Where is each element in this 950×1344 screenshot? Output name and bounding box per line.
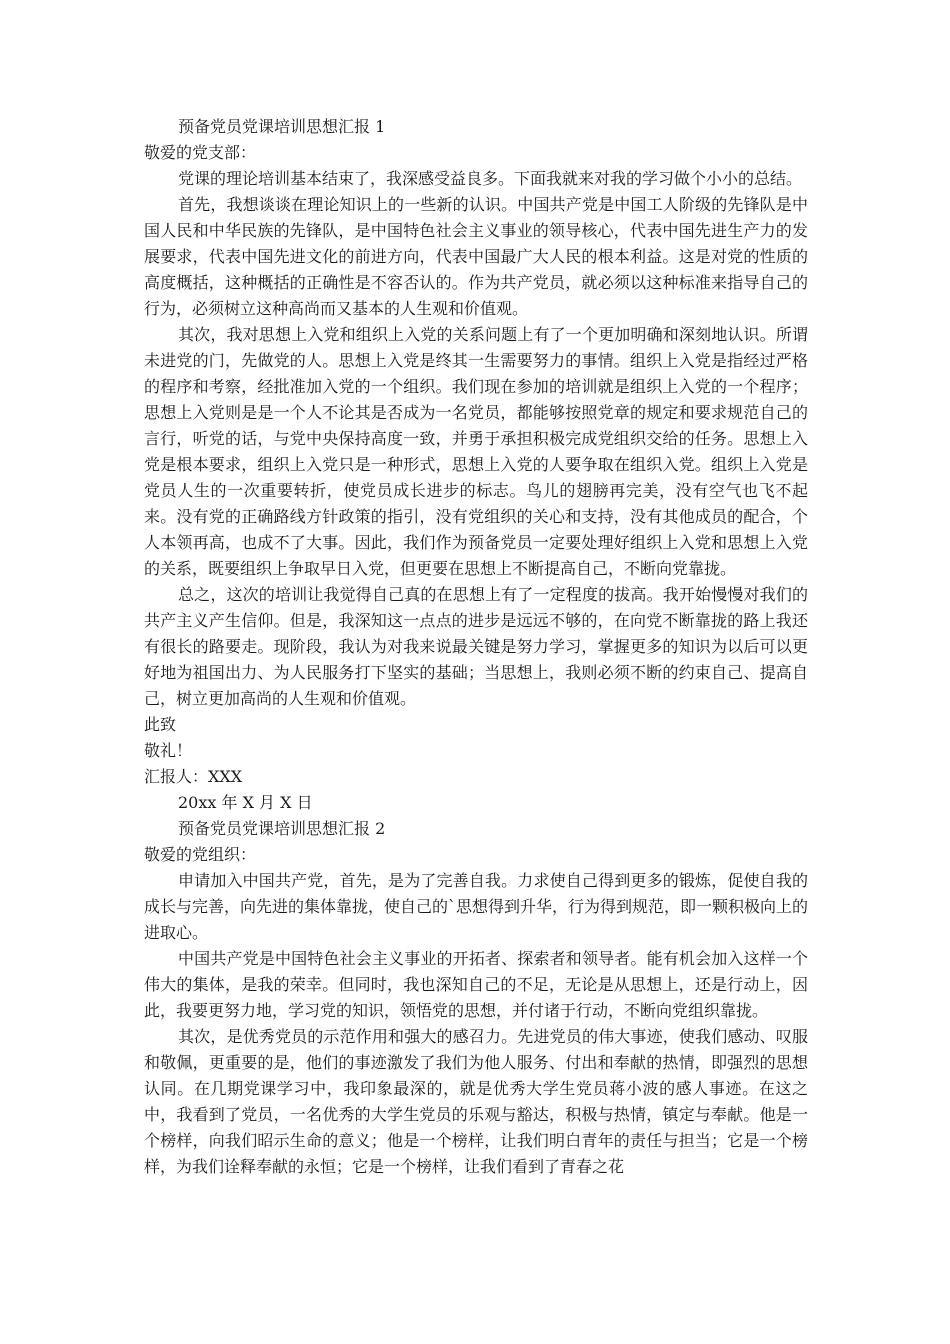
report2-salutation: 敬爱的党组织： bbox=[144, 845, 257, 864]
report1-closing: 此致 bbox=[144, 715, 177, 734]
report1-date: 20xx 年 X 月 X 日 bbox=[178, 793, 313, 812]
report1-title: 预备党员党课培训思想汇报 1 bbox=[178, 117, 386, 136]
report1-paragraph-1: 党课的理论培训基本结束了，我深感受益良多。下面我就来对我的学习做个小小的总结。 bbox=[178, 169, 803, 188]
report1-reporter: 汇报人：XXX bbox=[144, 767, 243, 786]
report2-paragraph-1: 申请加入中国共产党，首先，是为了完善自我。力求使自己得到更多的锻炼，促使自我的成长与完善，向先进的集体靠拢，使自己的`思想得到升华，行为得到规范，即一颗积极向上的进取心。 bbox=[144, 871, 809, 942]
report1-paragraph-3: 其次，我对思想上入党和组织上入党的关系问题上有了一个更加明确和深刻地认识。所谓未进党的门，先做党的人。思想上入党是终其一生需要努力的事情。组织上入党是指经过严格的程序和考察，经批准加入党的一个组织。我们现在参加的培训就是组织上入党的一个程序；思想上入党则是是一个人不论其是否成为一名党员，都能够按照党章的规定和要求规范自己的言行，听党的话，与党中央保持高度一致，并勇于承担积极完成党组织交给的任务。思想上入党是根本要求，组织上入党只是一种形式，思想上入党的人要争取在组织入党。组织上入党是党员人生的一次重要转折，使党员成长进步的标志。鸟儿的翅膀再完美，没有空气也飞不起来。没有党的正确路线方针政策的指引，没有党组织的关心和支持，没有其他成员的配合，个人本领再高，也成不了大事。因此，我们作为预备党员一定要处理好组织上入党和思想上入党的关系，既要组织上争取早日入党，但更要在思想上不断提高自己，不断向党靠拢。 bbox=[144, 325, 808, 578]
report2-title: 预备党员党课培训思想汇报 2 bbox=[178, 819, 386, 838]
report2-paragraph-3: 其次，是优秀党员的示范作用和强大的感召力。先进党员的伟大事迹，使我们感动、叹服和敬佩，更重要的是，他们的事迹激发了我们为他人服务、付出和奉献的热情，即强烈的思想认同。在几期党课学习中，我印象最深的，就是优秀大学生党员蒋小波的感人事迹。在这之中，我看到了党员，一名优秀的大学生党员的乐观与豁达，积极与热情，镇定与奉献。他是一个榜样，向我们昭示生命的意义；他是一个榜样，让我们明白青年的责任与担当；它是一个榜样，为我们诠释奉献的永恒；它是一个榜样，让我们看到了青春之花 bbox=[144, 1027, 808, 1176]
document-page bbox=[144, 114, 808, 1180]
report1-salutation: 敬爱的党支部： bbox=[144, 143, 257, 162]
report1-paragraph-4: 总之，这次的培训让我觉得自己真的在思想上有了一定程度的拔高。我开始慢慢对我们的共产主义产生信仰。但是，我深知这一点点的进步是远远不够的，在向党不断靠拢的路上我还有很长的路要走。现阶段，我认为对我来说最关键是努力学习，掌握更多的知识为以后可以更好地为祖国出力、为人民服务打下坚实的基础；当思想上，我则必须不断的约束自己、提高自己，树立更加高尚的人生观和价值观。 bbox=[144, 585, 808, 708]
report2-paragraph-2: 中国共产党是中国特色社会主义事业的开拓者、探索者和领导者。能有机会加入这样一个伟大的集体，是我的荣幸。但同时，我也深知自己的不足，无论是从思想上，还是行动上，因此，我要更努力地，学习党的知识，领悟党的思想，并付诸于行动，不断向党组织靠拢。 bbox=[144, 949, 808, 1020]
report1-paragraph-2: 首先，我想谈谈在理论知识上的一些新的认识。中国共产党是中国工人阶级的先锋队是中国人民和中华民族的先锋队，是中国特色社会主义事业的领导核心，代表中国先进生产力的发展要求，代表中国先进文化的前进方向，代表中国最广大人民的根本利益。这是对党的性质的高度概括，这种概括的正确性是不容否认的。作为共产党员，就必须以这种标准来指导自己的行为，必须树立这种高尚而又基本的人生观和价值观。 bbox=[144, 195, 808, 318]
report1-regards: 敬礼！ bbox=[144, 741, 193, 760]
